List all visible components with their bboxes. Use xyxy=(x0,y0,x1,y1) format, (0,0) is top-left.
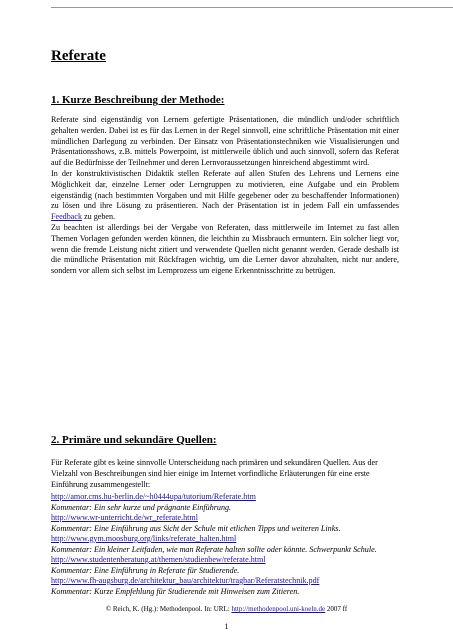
source-link[interactable]: http://www.studentenberatung.at/themen/studienbew/referate.html xyxy=(51,555,266,564)
paragraph-2-text: In der konstruktivistischen Didaktik stellen Referate auf allen Stufen des Lehrens und Lernens eine Möglichkeit dar, einzelne Lerner oder Lerngruppen zu motivieren, eine Aufgabe und ein Problem eigenständig (nach bestimmten Vorgaben und mit Hilfe gegebener oder zu beschaffender Informationen) zu lösen und ihre Lösung zu präsentieren. Nach der Präsentation ist in jedem Fall ein umfassendes xyxy=(51,168,399,211)
source-link[interactable]: http://www.gym.moosburg.org/links/referate_halten.html xyxy=(51,534,237,543)
section1-paragraph-3: Zu beachten ist allerdings bei der Vergabe von Referaten, dass mittlerweile im Internet zu fast allen Themen Vorlagen gefunden werden können, die leichthin zu Missbrauch ermuntern. Ein solcher liegt vor, wenn die fremde Leistung nicht zitiert und verwendete Quellen nicht genannt werden. Gerade deshalb ist die mündliche Präsentation mit Rückfragen wichtig, um die Lerner davor abzuhalten, nicht nur andere, sondern vor allem sich selbst im Lernprozess um eigene Erkenntnisschritte zu betrügen. xyxy=(51,222,399,276)
page-title: Referate xyxy=(51,48,106,64)
source-link[interactable]: http://www.fh-augsburg.de/architektur_bau/architektur/tragbar/Referatstechnik.pdf xyxy=(51,576,320,585)
source-comment: Kommentar: Ein kleiner Leitfaden, wie man Referate halten sollte oder könnte. Schwerpunkt Schule. xyxy=(51,544,377,554)
section2-intro-text: Für Referate gibt es keine sinnvolle Unterscheidung nach primären und sekundären Quellen. Aus der Vielzahl von Beschreibungen sind hier einige im Internet vorfindliche Erläuterungen für eine erste Einführung zusammengestellt: xyxy=(51,458,378,489)
source-item xyxy=(51,513,399,535)
source-item xyxy=(51,576,399,598)
footer-year: 2007 ff xyxy=(325,605,348,613)
section2-intro xyxy=(51,458,399,490)
source-item xyxy=(51,534,399,556)
footer-link[interactable]: http://methodenpool.uni-koeln.de xyxy=(231,605,326,613)
source-link[interactable]: http://www.wr-unterricht.de/wr_referate.html xyxy=(51,513,198,522)
section1-body xyxy=(51,115,399,277)
paragraph-2-end: zu geben. xyxy=(82,212,116,222)
source-comment: Kommentar: Eine Einführung aus Sicht der Schule mit etlichen Tipps und weiteren Links. xyxy=(51,523,341,533)
section1-paragraph-1: Referate sind eigenständig von Lernern gefertigte Präsentationen, die mündlich und/oder schriftlich gehalten werden. Dabei ist es für das Lernen in der Regel sinnvoll, eine schriftliche Präsentation mit einer mündlichen Darlegung zu verbinden. Der Einsatz von Präsentationstechniken wie Visualisierungen und Präsentationsshows, z.B. mittels Powerpoint, ist mittlerweile üblich und auch sinnvoll, sofern das Referat auf die Bedürfnisse der Teilnehmer und deren Lernvoraussetzungen hinreichend abgestimmt wird. xyxy=(51,115,399,168)
source-comment: Kommentar: Eine Einführung in Referate für Studierende. xyxy=(51,565,240,575)
section1-paragraph-2 xyxy=(51,169,399,223)
source-link[interactable]: http://amor.cms.hu-berlin.de/~h0444upa/tutorium/Referate.htm xyxy=(51,492,256,501)
source-comment: Kommentar: Ein sehr kurze und prägnante Einführung. xyxy=(51,502,232,512)
feedback-link[interactable]: Feedback xyxy=(51,212,83,222)
section2-heading: 2. Primäre und sekundäre Quellen: xyxy=(51,434,217,446)
source-item xyxy=(51,555,399,577)
section1-heading: 1. Kurze Beschreibung der Methode: xyxy=(51,94,225,106)
source-comment: Kommentar: Kurze Empfehlung für Studierende mit Hinweisen zum Zitieren. xyxy=(51,586,300,596)
page-number: 1 xyxy=(224,622,229,631)
source-item xyxy=(51,492,399,514)
footer-citation: © Reich, K. (Hg.): Methodenpool. In: URL: xyxy=(105,605,232,613)
header-rule xyxy=(51,7,453,8)
page-footer xyxy=(0,605,453,613)
